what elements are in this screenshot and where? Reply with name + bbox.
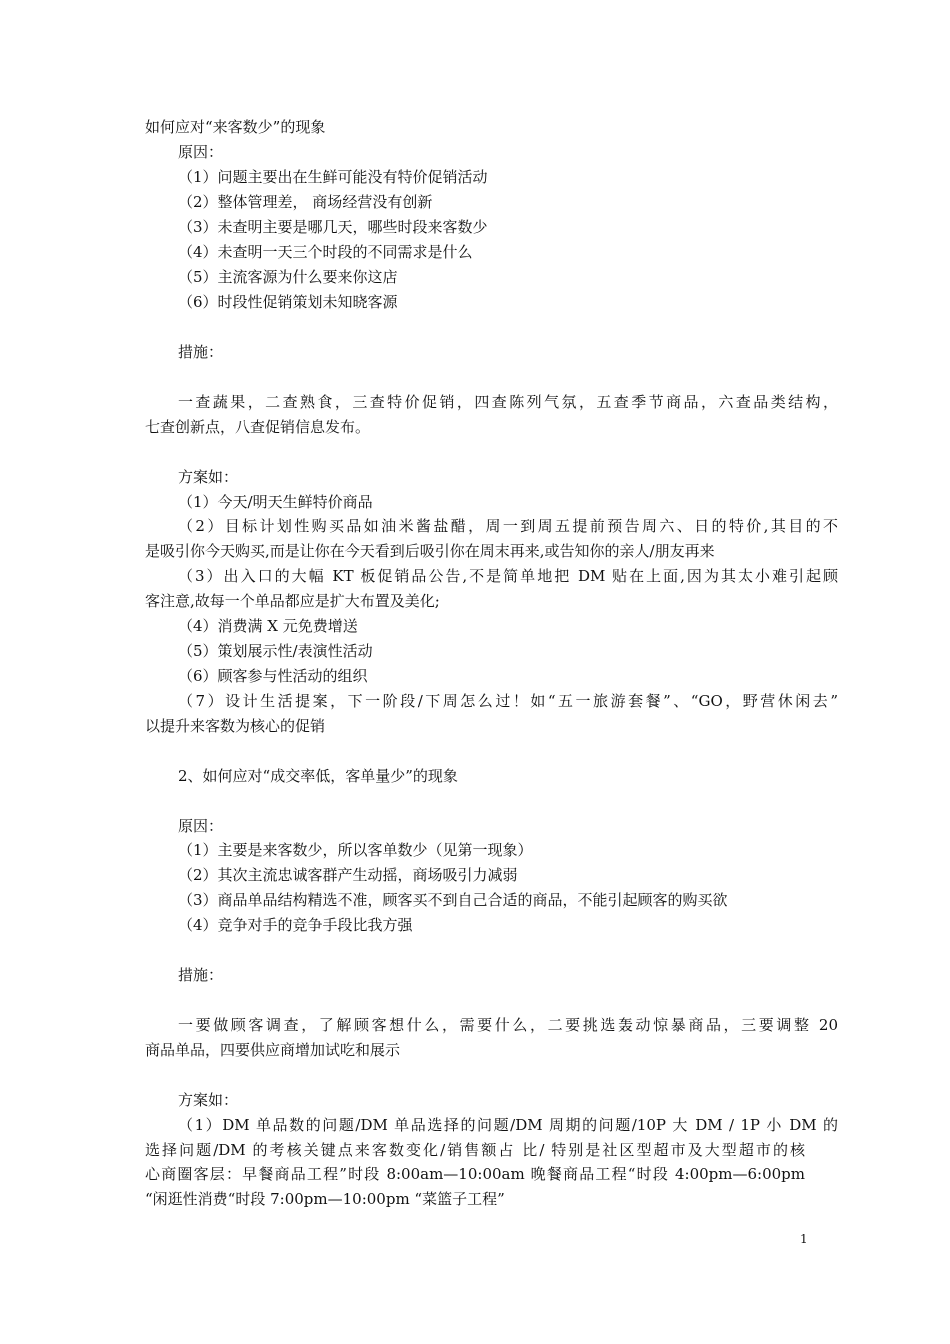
plan-item-cont: 选择问题/DM 的考核关键点来客数变化/销售额占 比/ 特别是社区型超市及大型超市的核 (145, 1141, 805, 1159)
reason-item: （4）竞争对手的竞争手段比我方强 (178, 916, 413, 934)
reason-item: （4）未查明一天三个时段的不同需求是什么 (178, 243, 473, 261)
plan-item-cont: 是吸引你今天购买,而是让你在今天看到后吸引你在周末再来,或告知你的亲人/朋友再来 (145, 542, 715, 560)
measure-text: 七查创新点，八查促销信息发布。 (145, 418, 371, 436)
plan-item: （3）出入口的大幅 KT 板促销品公告,不是简单地把 DM 贴在上面,因为其太小难引起顾 (178, 567, 838, 585)
reason-item: （2）整体管理差， 商场经营没有创新 (178, 193, 433, 211)
reason-item: （2）其次主流忠诚客群产生动摇，商场吸引力减弱 (178, 866, 518, 884)
plan-item: （1）DM 单品数的问题/DM 单品选择的问题/DM 周期的问题/10P 大 DM / 1P 小 DM 的 (178, 1116, 838, 1134)
section-title-1: 如何应对“来客数少”的现象 (145, 118, 326, 136)
plan-item-cont: 心商圈客层：早餐商品工程”时段 8:00am—10:00am 晚餐商品工程“时段 4:00pm—6:00pm (145, 1165, 805, 1183)
plan-item: （5）策划展示性/表演性活动 (178, 642, 373, 660)
reason-item: （3）商品单品结构精选不准，顾客买不到自己合适的商品，不能引起顾客的购买欲 (178, 891, 728, 909)
plan-label: 方案如： (178, 1091, 239, 1109)
reason-item: （3）未查明主要是哪几天，哪些时段来客数少 (178, 218, 488, 236)
plan-item: （6）顾客参与性活动的组织 (178, 667, 368, 685)
reason-label: 原因： (178, 143, 224, 161)
reason-item: （1）主要是来客数少，所以客单数少（见第一现象） (178, 841, 533, 859)
plan-item-cont: 以提升来客数为核心的促销 (145, 717, 326, 735)
plan-item-cont: “闲逛性消费“时段 7:00pm—10:00pm “菜篮子工程” (145, 1190, 505, 1208)
reason-item: （5）主流客源为什么要来你这店 (178, 268, 398, 286)
measure-text: 一要做顾客调查，了解顾客想什么，需要什么，二要挑选轰动惊暴商品，三要调整 20 (178, 1016, 838, 1034)
plan-item: （7）设计生活提案，下一阶段/下周怎么过！如“五一旅游套餐”、“GO，野营休闲去” (178, 692, 838, 710)
page-number: 1 (800, 1232, 808, 1246)
reason-item: （6）时段性促销策划未知晓客源 (178, 293, 398, 311)
reason-label: 原因： (178, 817, 224, 835)
plan-item: （2）目标计划性购买品如油米酱盐醋，周一到周五提前预告周六、日的特价,其目的不 (178, 517, 838, 535)
section-title-2: 2、如何应对“成交率低，客单量少”的现象 (178, 767, 458, 785)
measure-text: 商品单品，四要供应商增加试吃和展示 (145, 1041, 401, 1059)
reason-item: （1）问题主要出在生鲜可能没有特价促销活动 (178, 168, 488, 186)
measure-label: 措施： (178, 966, 224, 984)
measure-text: 一查蔬果，二查熟食，三查特价促销，四查陈列气氛，五查季节商品，六查品类结构， (178, 393, 838, 411)
plan-item: （1）今天/明天生鲜特价商品 (178, 493, 373, 511)
plan-item: （4）消费满 X 元免费增送 (178, 617, 358, 635)
plan-label: 方案如： (178, 468, 239, 486)
plan-item-cont: 客注意,故每一个单品都应是扩大布置及美化; (145, 592, 440, 610)
measure-label: 措施： (178, 343, 224, 361)
